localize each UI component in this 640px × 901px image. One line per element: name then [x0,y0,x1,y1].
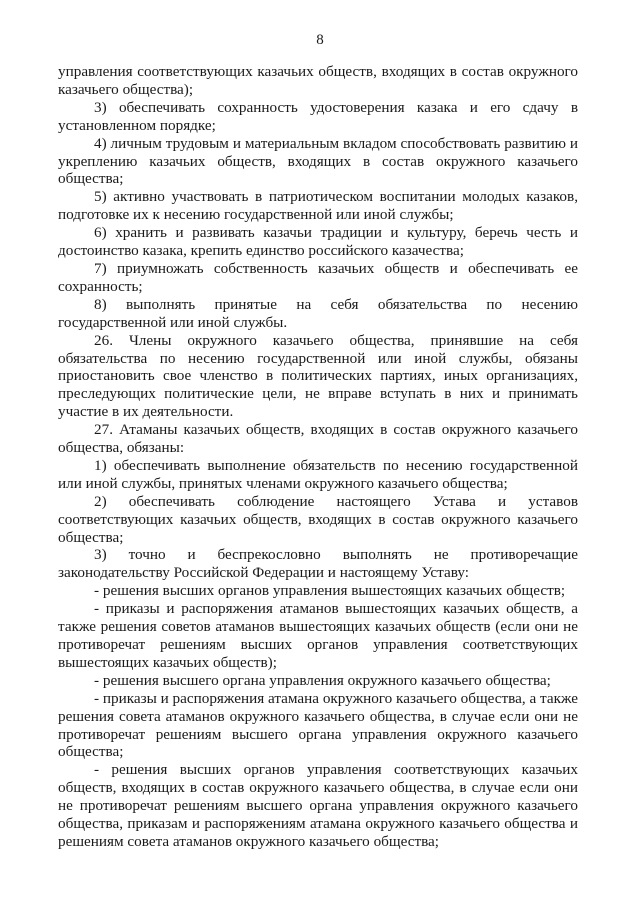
dash-item-4: - приказы и распоряжения атамана окружного казачьего общества, а также решения совета атаманов окружного казачьего общества, в случае если они не противоречат решениям высшего органа управления окружного казачьего общества; [58,689,578,761]
document-body [58,63,578,851]
clause-27-item-1: 1) обеспечивать выполнение обязательств по несению государственной или иной службы, принятых членами окружного казачьего общества; [58,456,578,492]
dash-item-5: - решения высших органов управления соответствующих казачьих обществ, входящих в состав окружного казачьего общества, в случае если они не противоречат решениям высшего органа управления окружного казачьего общества, приказам и распоряжениям атамана окружного казачьего общества и решениям совета атаманов окружного казачьего общества; [58,761,578,850]
page-number: 8 [316,32,324,48]
list-item-7: 7) приумножать собственность казачьих обществ и обеспечивать ее сохранность; [58,259,578,295]
clause-26: 26. Члены окружного казачьего общества, принявшие на себя обязательства по несению государственной или иной службы, обязаны приостановить свое членство в политических партиях, иных организациях, преследующих политические цели, не вправе вступать в них и принимать участие в их деятельности. [58,331,578,421]
list-item-3: 3) обеспечивать сохранность удостоверения казака и его сдачу в установленном порядке; [58,98,578,134]
list-item-5: 5) активно участвовать в патриотическом воспитании молодых казаков, подготовке их к несению государственной или иной службы; [58,188,578,224]
list-item-8: 8) выполнять принятые на себя обязательства по несению государственной или иной службы. [58,295,578,331]
dash-item-3: - решения высшего органа управления окружного казачьего общества; [94,671,551,689]
clause-27-item-2: 2) обеспечивать соблюдение настоящего Устава и уставов соответствующих казачьих обществ, входящих в состав окружного казачьего общества; [58,492,578,546]
list-item-6: 6) хранить и развивать казачьи традиции и культуру, беречь честь и достоинство казака, крепить единство российского казачества; [58,224,578,260]
list-item-4: 4) личным трудовым и материальным вкладом способствовать развитию и укреплению казачьих обществ, входящих в состав окружного казачьего общества; [58,134,578,188]
paragraph-continuation: управления соответствующих казачьих обществ, входящих в состав окружного казачьего общества); [58,63,578,98]
dash-item-2: - приказы и распоряжения атаманов вышестоящих казачьих обществ, а также решения советов атаманов вышестоящих казачьих обществ (если они не противоречат решениям высших органов управления соответствующих вышестоящих казачьих обществ); [58,600,578,671]
clause-27-item-3: 3) точно и беспрекословно выполнять не противоречащие законодательству Российской Федерации и настоящему Уставу: [58,546,578,582]
dash-item-1: - решения высших органов управления вышестоящих казачьих обществ; [94,582,566,600]
clause-27: 27. Атаманы казачьих обществ, входящих в состав окружного казачьего общества, обязаны: [58,421,578,457]
